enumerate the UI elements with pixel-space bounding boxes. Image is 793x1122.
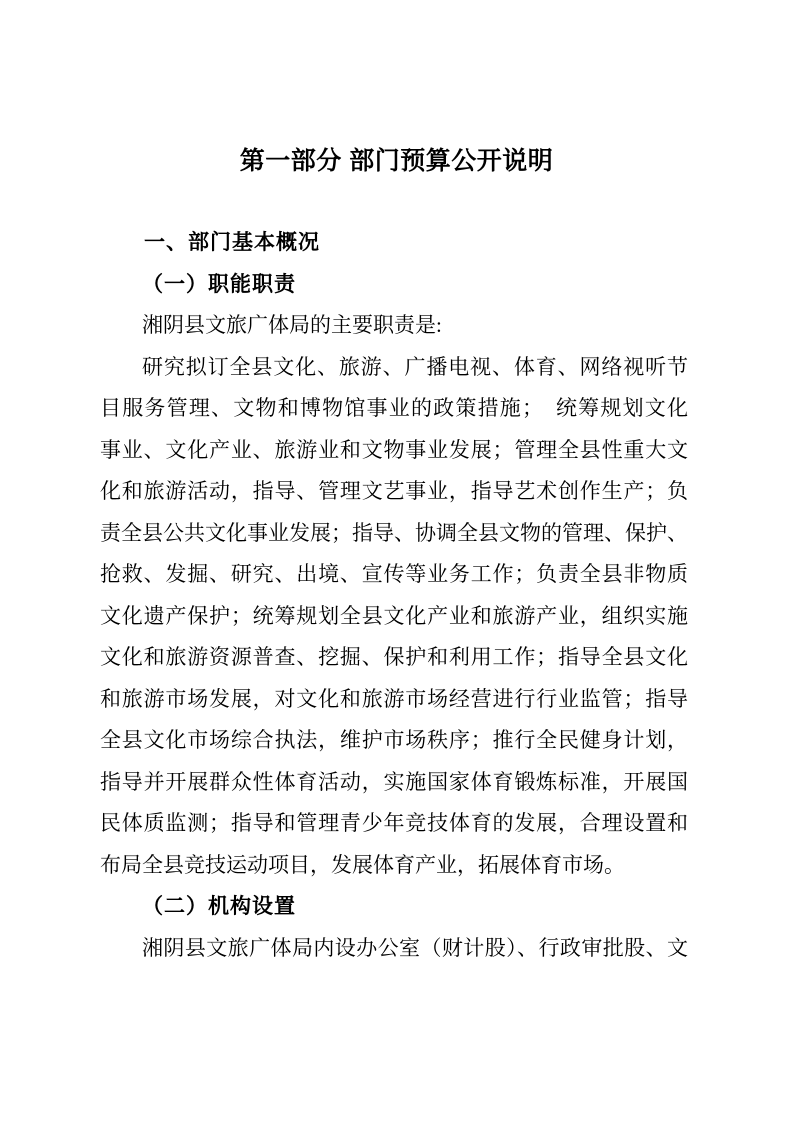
duties-text-line: 责全县公共文化事业发展；指导、协调全县文物的管理、保护、 <box>100 520 688 545</box>
organization-text-line: 湘阴县文旅广体局内设办公室（财计股）、行政审批股、文 <box>142 935 688 960</box>
subheading-duties: （一）职能职责 <box>142 271 296 296</box>
duties-text-line: 文化和旅游资源普查、挖掘、保护和利用工作；指导全县文化 <box>100 645 688 669</box>
duties-text-line: 目服务管理、文物和博物馆事业的政策措施； 统筹规划文化 <box>100 396 688 420</box>
duties-text-line-last: 布局全县竞技运动项目，发展体育产业，拓展体育市场。 <box>100 852 625 877</box>
duties-text-line: 研究拟订全县文化、旅游、广播电视、体育、网络视听节 <box>142 354 688 379</box>
duties-text-line: 抢救、发掘、研究、出境、宣传等业务工作；负责全县非物质 <box>100 562 688 586</box>
section-heading-basic-overview: 一、部门基本概况 <box>144 231 320 254</box>
duties-text-line: 全县文化市场综合执法，维护市场秩序；推行全民健身计划， <box>100 728 688 752</box>
duties-text-line: 化和旅游活动，指导、管理文艺事业，指导艺术创作生产；负 <box>100 479 688 503</box>
document-title: 第一部分 部门预算公开说明 <box>239 147 554 175</box>
duties-text-line: 和旅游市场发展，对文化和旅游市场经营进行行业监管；指导 <box>100 686 688 711</box>
duties-text-line: 文化遗产保护；统筹规划全县文化产业和旅游产业，组织实施 <box>100 603 688 628</box>
duties-text-line: 民体质监测；指导和管理青少年竞技体育的发展，合理设置和 <box>100 811 688 835</box>
document-body <box>100 222 688 969</box>
paragraph-intro-line: 湘阴县文旅广体局的主要职责是: <box>142 313 442 337</box>
duties-text-line: 事业、文化产业、旅游业和文物事业发展；管理全县性重大文 <box>100 437 688 462</box>
subheading-organization: （二）机构设置 <box>142 894 296 918</box>
duties-text-line: 指导并开展群众性体育活动，实施国家体育锻炼标准，开展国 <box>100 769 688 794</box>
